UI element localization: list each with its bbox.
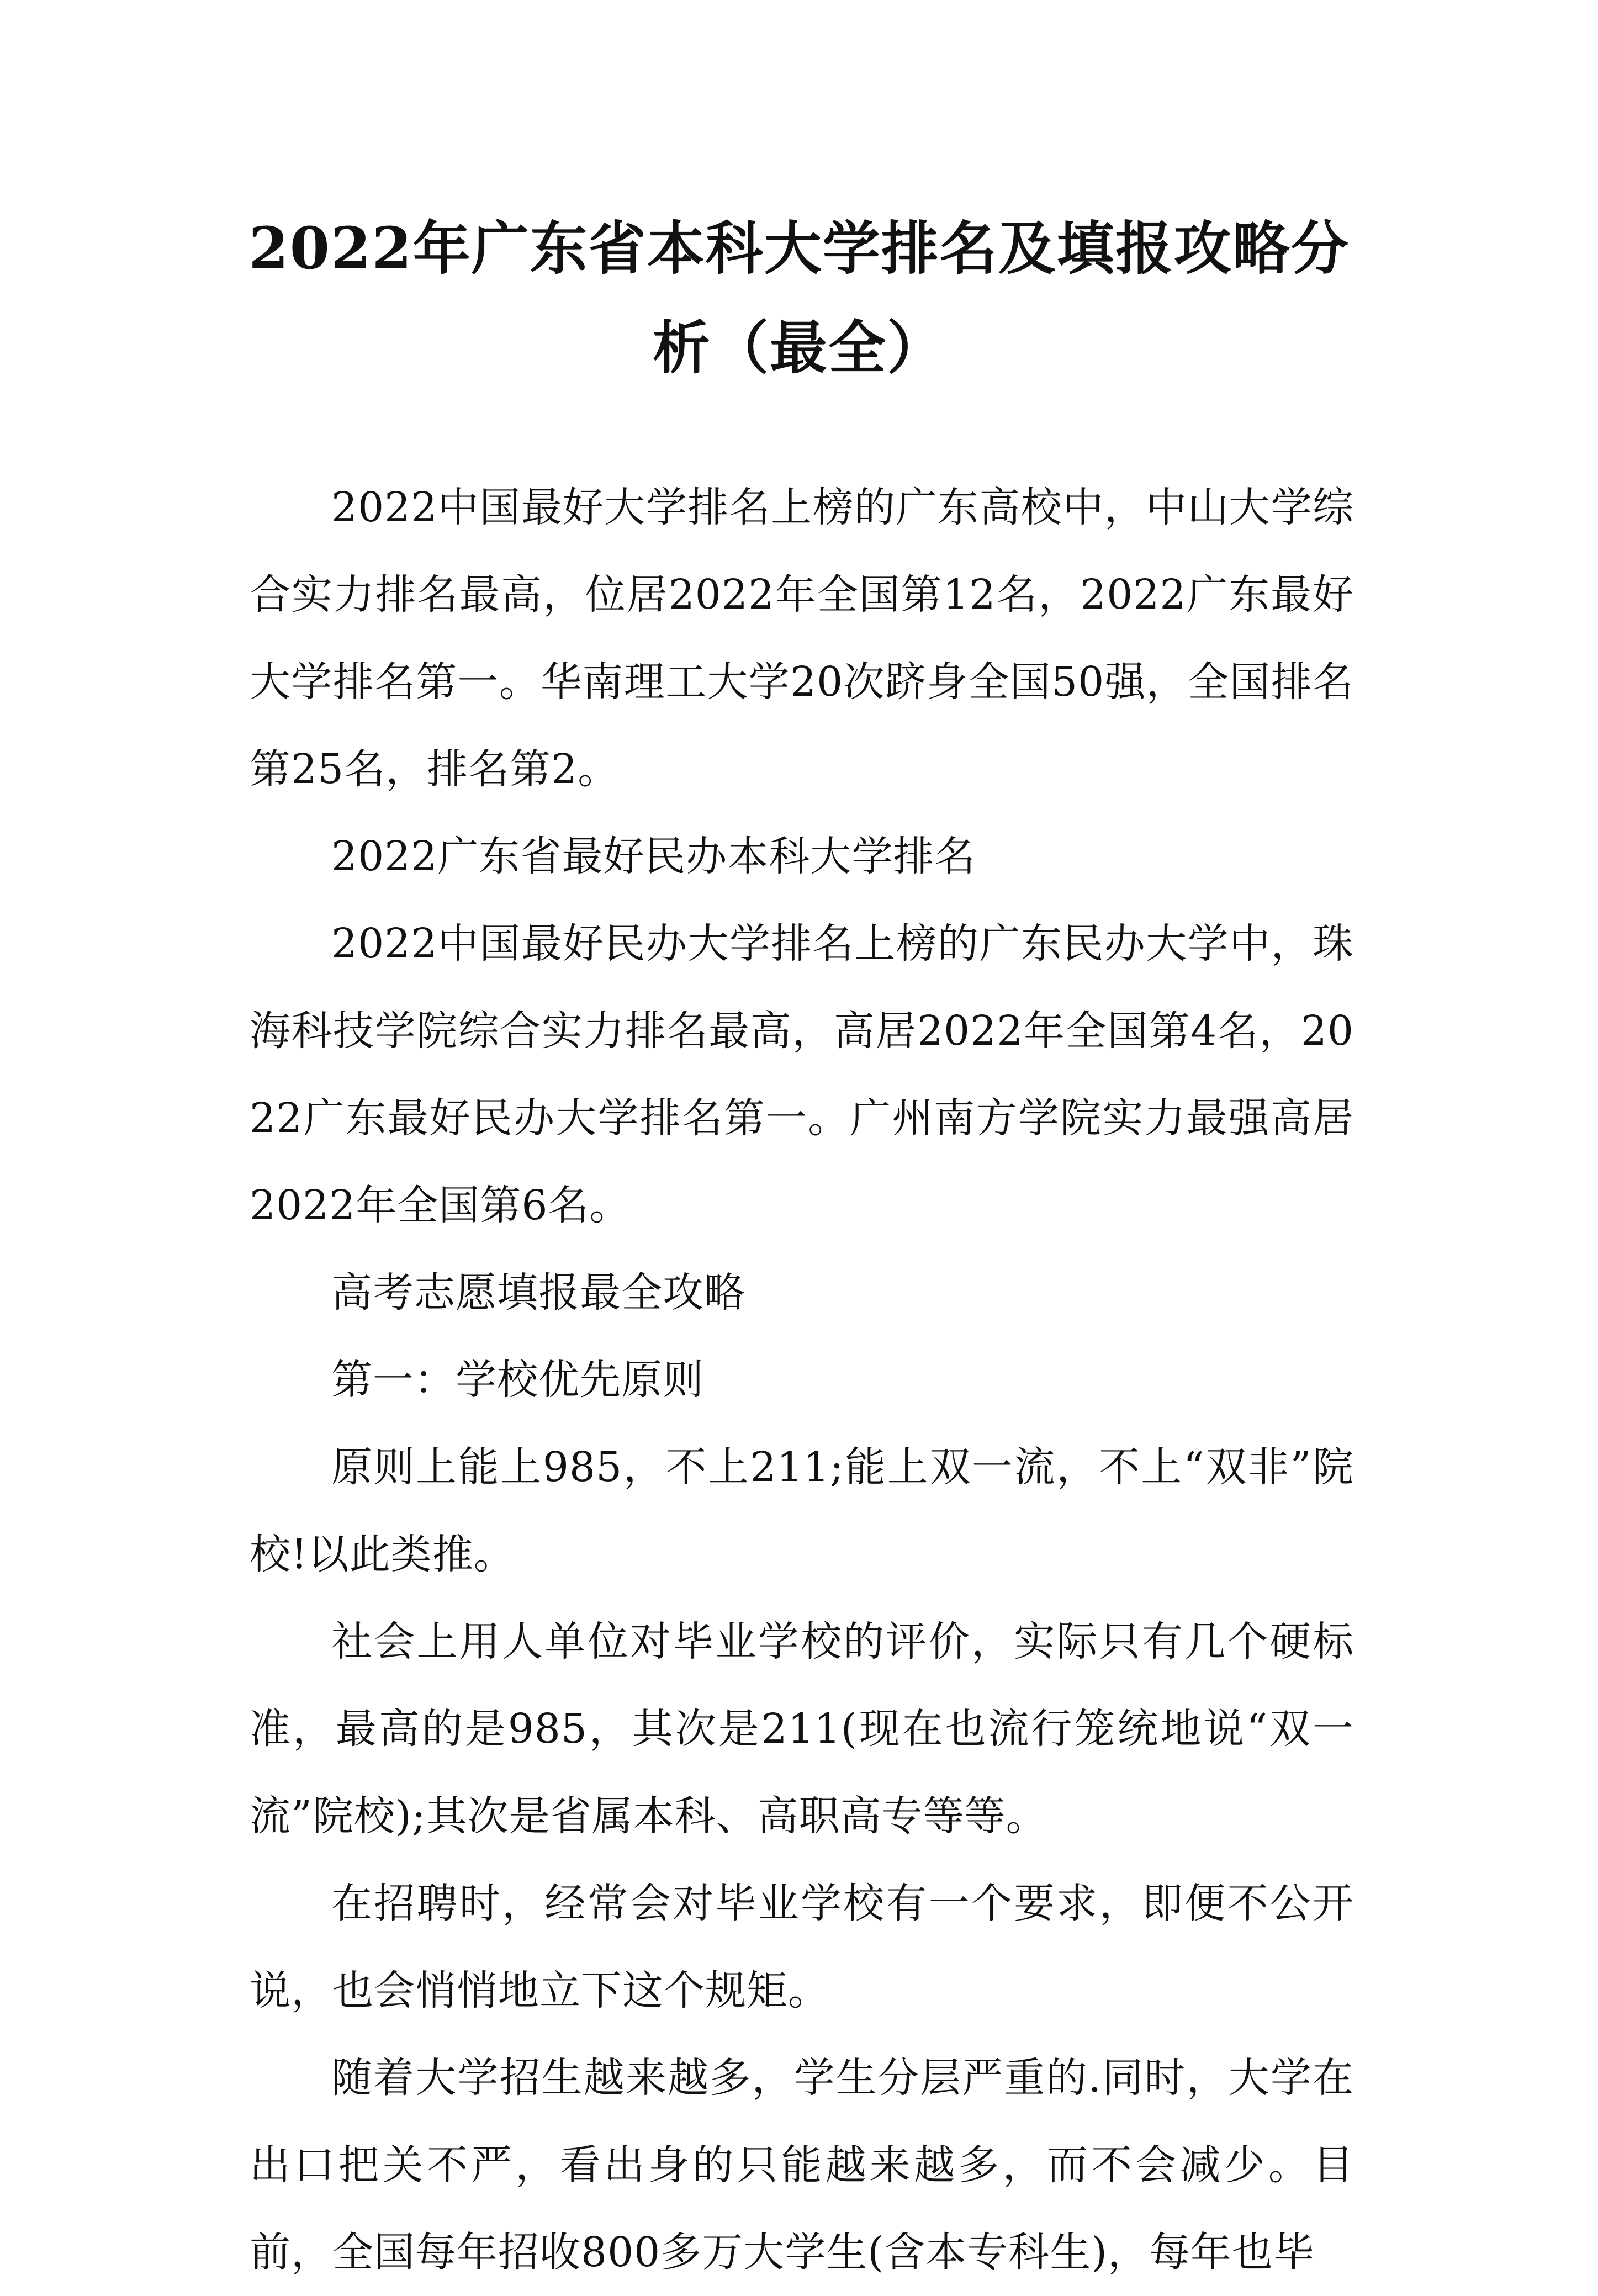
paragraph: 2022广东省最好民办本科大学排名 <box>331 833 976 880</box>
document-title: 2022年广东省本科大学排名及填报攻略分析（最全） <box>248 214 1350 382</box>
paragraph: 社会上用人单位对毕业学校的评价，实际只有几个硬标准，最高的是985，其次是211(现在也流行笼统地说“双一流”院校);其次是省属本科、高职高专等等。 <box>250 1618 1354 1840</box>
paragraph: 在招聘时，经常会对毕业学校有一个要求，即便不公开说，也会悄悄地立下这个规矩。 <box>250 1880 1354 2014</box>
paragraph: 原则上能上985，不上211;能上双一流，不上“双非”院校!以此类推。 <box>250 1443 1354 1578</box>
paragraph: 第一：学校优先原则 <box>331 1356 704 1404</box>
paragraph: 2022中国最好民办大学排名上榜的广东民办大学中，珠海科技学院综合实力排名最高，高居2022年全国第4名，2022广东最好民办大学排名第一。广州南方学院实力最强高居2022年全国第6名。 <box>250 920 1354 1229</box>
document-body <box>250 464 1354 2296</box>
paragraph: 随着大学招生越来越多，学生分层严重的.同时，大学在出口把关不严，看出身的只能越来越多，而不会减少。目前，全国每年招收800多万大学生(含本专科生)，每年也毕 <box>250 2054 1354 2276</box>
paragraph: 2022中国最好大学排名上榜的广东高校中，中山大学综合实力排名最高，位居2022年全国第12名，2022广东最好大学排名第一。华南理工大学20次跻身全国50强，全国排名第25名，排名第2。 <box>250 484 1354 793</box>
paragraph: 高考志愿填报最全攻略 <box>331 1269 745 1316</box>
